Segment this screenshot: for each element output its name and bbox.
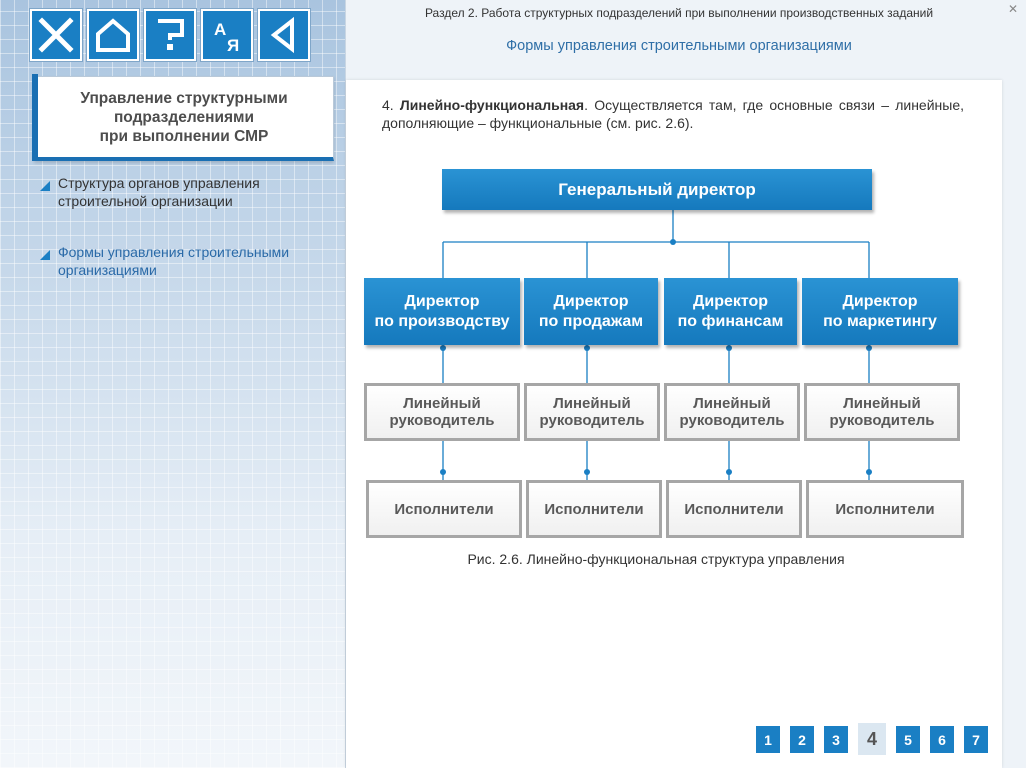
- back-icon: [264, 15, 304, 55]
- chart-node-director-finance: Директор по финансам: [664, 278, 797, 345]
- glossary-letter-ya: Я: [227, 36, 240, 55]
- intro-text: . Осуществляется там, где основные связи – линейные, дополняющие – функциональные (см. рис. 2.6).: [382, 97, 965, 131]
- sidebar-item-label: Структура органов управления строительной организации: [58, 175, 260, 209]
- glossary-button[interactable]: [201, 9, 253, 61]
- triangle-bullet-icon: [40, 181, 50, 191]
- page-button-2[interactable]: 2: [790, 726, 814, 753]
- window-close-button[interactable]: ✕: [1007, 2, 1018, 16]
- page-button-1[interactable]: 1: [756, 726, 780, 753]
- chart-node-line-manager: Линейный руководитель: [664, 383, 800, 441]
- chart-node-director-production: Директор по производству: [364, 278, 520, 345]
- section-subtitle: Раздел 2. Работа структурных подразделений при выполнении производственных заданий: [424, 6, 934, 20]
- back-button[interactable]: [258, 9, 310, 61]
- glossary-letter-a: А: [214, 20, 227, 39]
- content-panel: [346, 80, 1002, 768]
- connector-node: [866, 345, 872, 351]
- chart-node-director-sales: Директор по продажам: [524, 278, 658, 345]
- section-header: [34, 76, 334, 161]
- help-icon: [150, 15, 190, 55]
- sidebar: [0, 0, 346, 768]
- triangle-bullet-icon: [40, 250, 50, 260]
- chart-node-executors: Исполнители: [366, 480, 522, 538]
- figure-caption: Рис. 2.6. Линейно-функциональная структура управления: [467, 551, 845, 567]
- help-button[interactable]: [144, 9, 196, 61]
- chart-node-general-director: Генеральный директор: [442, 169, 872, 210]
- chart-node-line-manager: Линейный руководитель: [804, 383, 960, 441]
- page-title: Формы управления строительными организациями: [506, 38, 852, 54]
- exit-button[interactable]: [30, 9, 82, 61]
- chart-node-director-marketing: Директор по маркетингу: [802, 278, 958, 345]
- toolbar: [30, 9, 310, 61]
- connector-node: [726, 469, 732, 475]
- sidebar-item-forms[interactable]: [40, 243, 289, 279]
- glossary-icon: [207, 15, 247, 55]
- connector-node: [866, 469, 872, 475]
- chart-node-line-manager: Линейный руководитель: [524, 383, 660, 441]
- intro-term: Линейно-функциональная: [399, 97, 585, 113]
- chart-node-line-manager: Линейный руководитель: [364, 383, 520, 441]
- page-button-3[interactable]: 3: [824, 726, 848, 753]
- pagination: [756, 726, 988, 755]
- connector-node: [670, 239, 676, 245]
- intro-number: 4.: [382, 97, 394, 113]
- connector-node: [584, 469, 590, 475]
- chart-node-executors: Исполнители: [666, 480, 802, 538]
- page-button-6[interactable]: 6: [930, 726, 954, 753]
- home-icon: [93, 15, 133, 55]
- connector-node: [440, 345, 446, 351]
- sidebar-item-label: Формы управления строительными организациями: [58, 244, 290, 278]
- section-title: Управление структурными подразделениями при выполнении СМР: [80, 89, 288, 145]
- connector-node: [440, 469, 446, 475]
- chart-node-executors: Исполнители: [806, 480, 964, 538]
- home-button[interactable]: [87, 9, 139, 61]
- chart-node-executors: Исполнители: [526, 480, 662, 538]
- page-button-current[interactable]: 4: [858, 723, 886, 755]
- sidebar-item-structure[interactable]: [40, 174, 260, 210]
- page-button-5[interactable]: 5: [896, 726, 920, 753]
- connector-node: [584, 345, 590, 351]
- close-icon: [36, 15, 76, 55]
- connector-node: [726, 345, 732, 351]
- page-button-7[interactable]: 7: [964, 726, 988, 753]
